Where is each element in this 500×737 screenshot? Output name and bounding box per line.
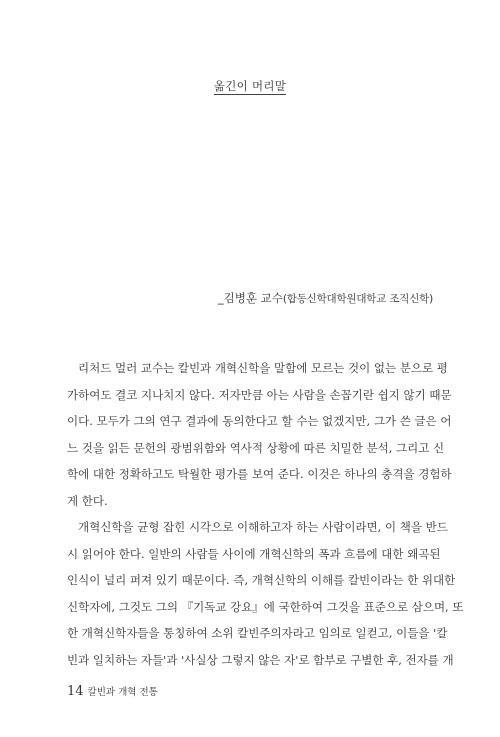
paragraph-1-line-3: 이다. 모두가 그의 연구 결과에 동의한다고 할 수는 없겠지만, 그가 쓴 글은 어 — [67, 414, 452, 428]
page-title — [0, 78, 500, 94]
paragraph-1-line-2: 가하여도 결코 지나치지 않다. 저자만큼 아는 사람을 손꼽기란 쉽지 않기 때문 — [67, 387, 452, 402]
paragraph-2-line-1: 개혁신학을 균형 잡힌 시각으로 이해하고자 하는 사람이라면, 이 책을 반드 — [78, 520, 448, 534]
byline-affiliation: (합동신학대학원대학교 조직신학) — [282, 293, 433, 305]
page-title-text: 옮긴이 머리말 — [213, 79, 287, 93]
translator-byline — [218, 290, 433, 306]
paragraph-1-line-4: 느 것을 읽든 문헌의 광범위함와 역사적 상황에 따른 치밀한 분석, 그리고 신 — [67, 440, 445, 455]
body-text — [67, 355, 464, 673]
page-footer — [67, 680, 158, 699]
paragraph-2-line-3: 인식이 널리 퍼져 있기 때문이다. 즉, 개혁신학의 이해를 칼빈이라는 한 위대한 — [67, 573, 456, 587]
paragraph-1-line-1: 리처드 멀러 교수는 칼빈과 개혁신학을 말함에 모르는 것이 없는 분으로 평 — [78, 361, 448, 375]
paragraph-2-line-5: 한 개혁신학자들을 통칭하여 소위 칼빈주의자라고 임의로 일컫고, 이들을 '칼 — [67, 626, 448, 640]
paragraph-1-line-6: 게 한다. — [67, 493, 108, 508]
page-number: 14 — [67, 684, 84, 699]
paragraph-2-line-2: 시 읽어야 한다. 일반의 사람들 사이에 개혁신학의 폭과 흐름에 대한 왜곡된 — [67, 546, 441, 561]
byline-name: _김병훈 교수 — [217, 291, 283, 305]
paragraph-2-line-6: 빈과 일치하는 자들'과 '사실상 그렇지 않은 자'로 함부로 구별한 후, 전자를 개 — [67, 652, 454, 667]
running-book-title: 칼빈과 개혁 전통 — [87, 687, 158, 698]
paragraph-2-line-4: 신학자에, 그것도 그의 『기독교 강요』에 국한하여 그것을 표준으로 삼으며, 또 — [67, 599, 464, 614]
paragraph-1-line-5: 학에 대한 정확하고도 탁월한 평가를 보여 준다. 이것은 하나의 충격을 경험하 — [67, 467, 452, 481]
